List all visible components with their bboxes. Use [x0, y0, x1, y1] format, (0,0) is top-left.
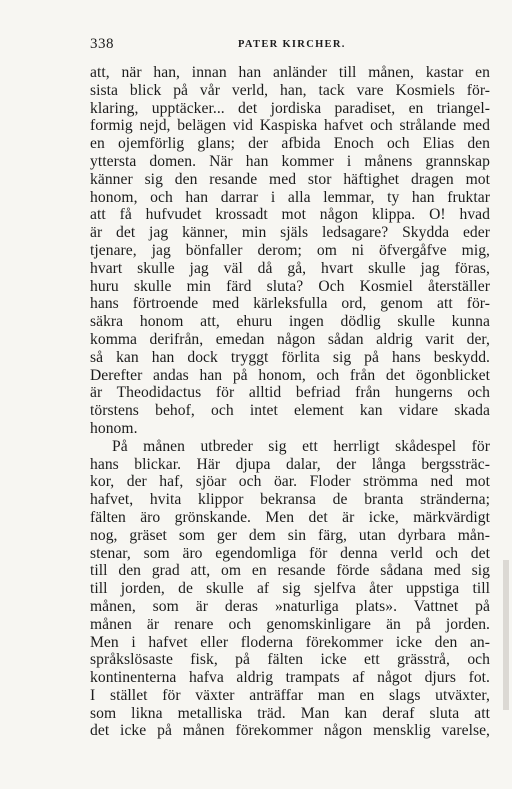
text-line: är Theodidactus för alltid befriad från hungerns och [90, 384, 490, 402]
text-line: tjenare, jag bönfaller derom; om ni öfvergåfve mig, [90, 241, 490, 259]
text-line: klaring, upptäcker... det jordiska paradiset, en triangel- [90, 99, 490, 117]
text-line: en ojemförlig glans; der afbida Enoch och Elias den [90, 135, 490, 153]
text-line: hans blickar. Här djupa dalar, der långa bergssträc- [90, 455, 490, 473]
text-line: känner sig den resande med stor häftighet dragen mot [90, 170, 490, 188]
text-line: att, när han, innan han anländer till månen, kastar en [90, 64, 490, 81]
text-line: Men i hafvet eller floderna förekommer icke den an- [90, 633, 490, 651]
text-line: törstens behof, och intet element kan vidare skada [90, 402, 490, 420]
body-text [90, 64, 490, 740]
text-line: honom, och han darrar i alla lemmar, ty han fruktar [90, 188, 490, 206]
text-line: I stället för växter anträffar man en slags utväxter, [90, 686, 490, 704]
text-line: nog, gräset som ger dem sin färg, utan dyrbara mån- [90, 526, 490, 544]
text-line: att få hufvudet krossadt mot någon klippa. O! hvad [90, 206, 490, 224]
text-line: är det jag känner, min själs ledsagare? Skydda eder [90, 224, 490, 242]
text-line: som likna metalliska träd. Man kan deraf sluta att [90, 704, 490, 722]
text-line: månen är renare och genomskinligare än på jorden. [90, 615, 490, 633]
page-edge-shadow [503, 560, 509, 710]
text-line: hans förtroende med kärleksfulla ord, genom att för- [90, 295, 490, 313]
text-line: komma derifrån, emedan någon sådan aldrig varit der, [90, 330, 490, 348]
text-line: säkra honom att, ehuru ingen dödlig skulle kunna [90, 313, 490, 331]
text-line: språkslösaste fisk, på fälten icke ett grässtrå, och [90, 651, 490, 669]
text-line: hafvet, hvita klippor bekransa de branta stränderna; [90, 491, 490, 509]
text-line: hvart skulle jag väl då gå, hvart skulle jag föras, [90, 259, 490, 277]
running-head: PATER KIRCHER. [238, 39, 346, 50]
text-line: så kan han dock tryggt förlita sig på hans beskydd. [90, 348, 490, 366]
page-header [90, 36, 490, 56]
text-line: huru skulle min färd sluta? Och Kosmiel återställer [90, 277, 490, 295]
text-line: till den grad att, om en resande förde sådana med sig [90, 562, 490, 580]
text-line: det icke på månen förekommer någon mensklig varelse, [90, 722, 490, 740]
text-line: yttersta domen. När han kommer i månens grannskap [90, 152, 490, 170]
text-line: På månen utbreder sig ett herrligt skådespel för [112, 437, 490, 455]
text-line: Derefter andas han på honom, och från det ögonblicket [90, 366, 490, 384]
text-line: stenar, som äro egendomliga för denna verld och det [90, 544, 490, 562]
text-line: till jorden, de skulle af sig sjelfva åter uppstiga till [90, 580, 490, 598]
text-line: honom. [90, 419, 138, 437]
text-line: formig nejd, belägen vid Kaspiska hafvet och strålande med [90, 117, 490, 135]
text-line: sista blick på vår verld, han, tack vare Kosmiels för- [90, 81, 490, 99]
text-line: kontinenterna hafva aldrig trampats af något djurs fot. [90, 669, 490, 687]
text-line: månen, som är deras »naturliga plats». Vattnet på [90, 597, 490, 615]
page-number: 338 [90, 36, 114, 52]
text-line: fälten äro grönskande. Men det är icke, märkvärdigt [90, 508, 490, 526]
text-line: kor, der haf, sjöar och öar. Floder strömma ned mot [90, 473, 490, 491]
